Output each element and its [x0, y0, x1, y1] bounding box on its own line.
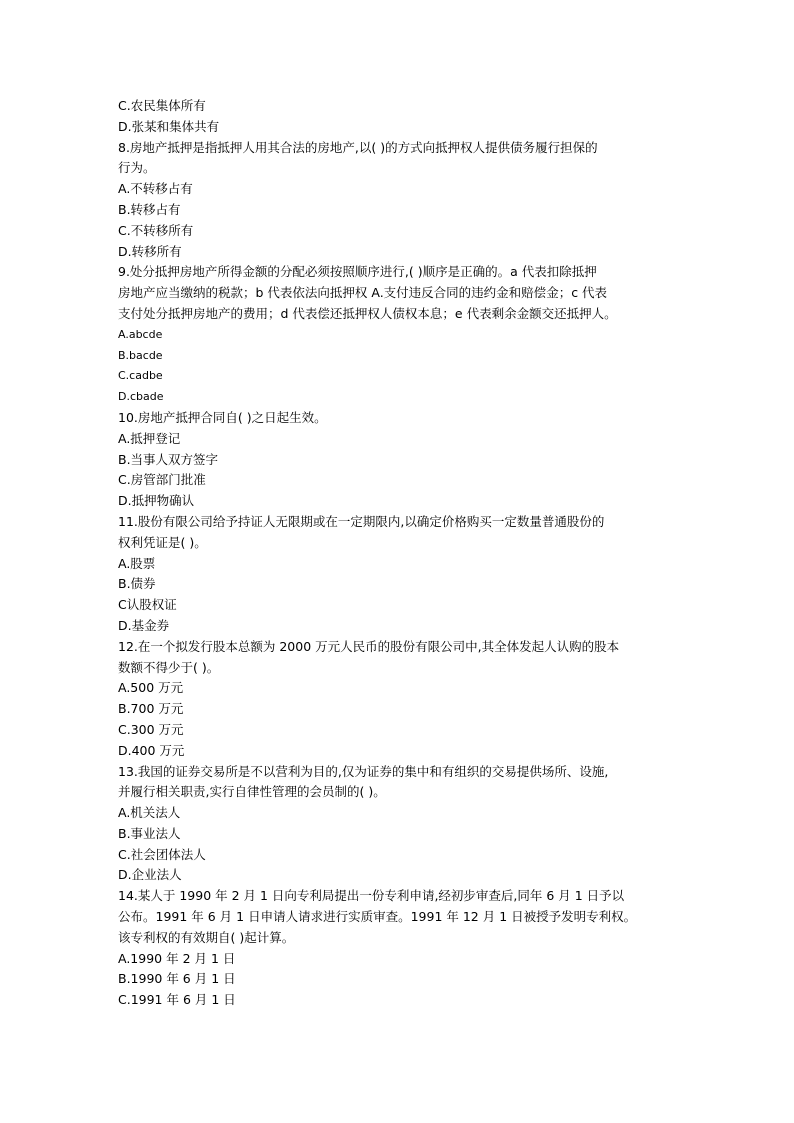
text-line: 数额不得少于( )。 — [118, 659, 220, 675]
option-a: A.1990 年 2 月 1 日 — [118, 950, 236, 966]
option-c: C.社会团体法人 — [118, 846, 206, 862]
option-b: B.700 万元 — [118, 701, 184, 717]
option-a: A.500 万元 — [118, 680, 184, 696]
question-14-text: 14.某人于 1990 年 2 月 1 日向专利局提出一份专利申请,经初步审查后,同年 6 月 1 日予以 — [118, 888, 625, 904]
question-13-text: 13.我国的证券交易所是不以营利为目的,仅为证券的集中和有组织的交易提供场所、设施, — [118, 763, 609, 779]
option-d: D.400 万元 — [118, 742, 185, 758]
option-c: C.房管部门批准 — [118, 472, 206, 488]
text-line: 公布。1991 年 6 月 1 日申请人请求进行实质审查。1991 年 12 月 1 日被授予发明专利权。 — [118, 909, 637, 925]
option-a: A.abcde — [118, 327, 163, 341]
option-b: B.事业法人 — [118, 825, 181, 841]
option-b: B.当事人双方签字 — [118, 451, 219, 467]
option-a: A.股票 — [118, 555, 156, 571]
text-line: C.农民集体所有 — [118, 98, 206, 113]
question-10-text: 10.房地产抵押合同自( )之日起生效。 — [118, 409, 327, 425]
option-d: D.抵押物确认 — [118, 493, 195, 509]
option-b: B.bacde — [118, 348, 163, 362]
text-line: 支付处分抵押房地产的费用；d 代表偿还抵押权人债权本息；e 代表剩余金额交还抵押人。 — [118, 305, 617, 321]
text-line: D.张某和集体共有 — [118, 118, 220, 134]
text-line: 房地产应当缴纳的税款；b 代表依法向抵押权 A.支付违反合同的违约金和赔偿金；c 代表 — [118, 285, 608, 301]
document-body — [118, 96, 678, 1011]
option-b: B.债券 — [118, 576, 156, 592]
option-a: A.机关法人 — [118, 805, 181, 821]
text-line: 权利凭证是( )。 — [118, 534, 207, 550]
option-c: C.300 万元 — [118, 721, 184, 737]
question-12-text: 12.在一个拟发行股本总额为 2000 万元人民币的股份有限公司中,其全体发起人认购的股本 — [118, 638, 620, 654]
question-9-text: 9.处分抵押房地产所得金额的分配必须按照顺序进行,( )顺序是正确的。a 代表扣除抵押 — [118, 264, 597, 280]
text-line: 并履行相关职责,实行自律性管理的会员制的( )。 — [118, 784, 386, 800]
text-line: 行为。 — [118, 160, 156, 176]
text-line: 该专利权的有效期自( )起计算。 — [118, 929, 295, 945]
option-c: C认股权证 — [118, 597, 177, 613]
option-d: D.基金券 — [118, 617, 170, 633]
option-c: C.cadbe — [118, 369, 163, 383]
option-d: D.cbade — [118, 390, 164, 404]
option-c: C.不转移所有 — [118, 222, 194, 238]
option-a: A.抵押登记 — [118, 430, 181, 446]
question-8-text: 8.房地产抵押是指抵押人用其合法的房地产,以( )的方式向抵押权人提供债务履行担保的 — [118, 139, 598, 155]
option-d: D.企业法人 — [118, 867, 182, 883]
option-b: B.1990 年 6 月 1 日 — [118, 971, 236, 987]
option-c: C.1991 年 6 月 1 日 — [118, 992, 236, 1008]
option-b: B.转移占有 — [118, 201, 181, 217]
option-d: D.转移所有 — [118, 243, 182, 259]
option-a: A.不转移占有 — [118, 181, 193, 197]
question-11-text: 11.股份有限公司给予持证人无限期或在一定期限内,以确定价格购买一定数量普通股份的 — [118, 513, 605, 529]
